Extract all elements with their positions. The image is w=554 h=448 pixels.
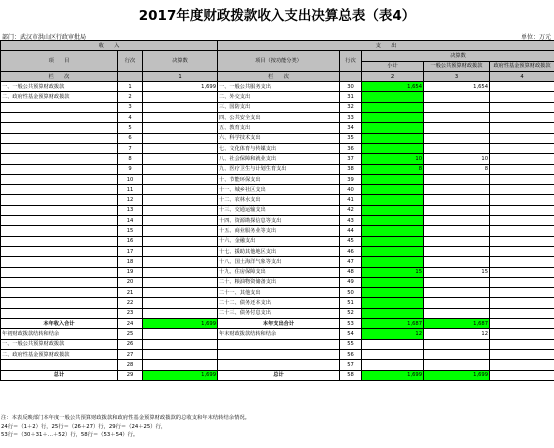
income-row-no: 8 bbox=[118, 154, 143, 164]
income-row-no: 2 bbox=[118, 92, 143, 102]
expense-general bbox=[424, 102, 490, 112]
report-table bbox=[0, 40, 554, 381]
expense-fund bbox=[490, 257, 554, 267]
table-row bbox=[1, 226, 554, 236]
expense-general bbox=[424, 298, 490, 308]
expense-subtotal bbox=[362, 298, 424, 308]
income-row-no: 21 bbox=[118, 288, 143, 298]
expense-item: 二十、粮油物资储备支出 bbox=[218, 277, 340, 287]
income-item bbox=[1, 226, 118, 236]
expense-general bbox=[424, 216, 490, 226]
expense-row-no: 54 bbox=[340, 329, 362, 339]
expense-general bbox=[424, 339, 490, 349]
income-amount bbox=[143, 246, 218, 256]
expense-item: 十七、援助其他地区支出 bbox=[218, 246, 340, 256]
expense-fund bbox=[490, 164, 554, 174]
income-item bbox=[1, 246, 118, 256]
column-number-row bbox=[1, 71, 554, 81]
expense-general bbox=[424, 174, 490, 184]
income-amount bbox=[143, 123, 218, 133]
income-row-no: 14 bbox=[118, 216, 143, 226]
income-row-no: 10 bbox=[118, 174, 143, 184]
expense-item: 十八、国土海洋气象等支出 bbox=[218, 257, 340, 267]
expense-fund bbox=[490, 349, 554, 359]
expense-subtotal bbox=[362, 288, 424, 298]
department-label: 部门：武汉市洪山区行政审批局 bbox=[2, 34, 87, 41]
table-row bbox=[1, 216, 554, 226]
income-amount bbox=[143, 113, 218, 123]
income-amount bbox=[143, 92, 218, 102]
income-amount bbox=[143, 288, 218, 298]
lanci-label: 栏 次 bbox=[1, 71, 118, 81]
expense-fund bbox=[490, 288, 554, 298]
lanci-empty-1 bbox=[118, 71, 143, 81]
expense-fund bbox=[490, 267, 554, 277]
income-amount bbox=[143, 174, 218, 184]
col-4-number: 4 bbox=[490, 71, 554, 81]
income-row-no: 7 bbox=[118, 143, 143, 153]
expense-item: 十九、住房保障支出 bbox=[218, 267, 340, 277]
expense-fund bbox=[490, 143, 554, 153]
expense-item: 六、科学技术支出 bbox=[218, 133, 340, 143]
expense-amount-header: 决算数 bbox=[362, 51, 554, 61]
income-item bbox=[1, 123, 118, 133]
expense-subtotal bbox=[362, 102, 424, 112]
fund-budget-header: 政府性基金预算财政拨款 bbox=[490, 61, 554, 71]
table-row bbox=[1, 246, 554, 256]
table-row bbox=[1, 82, 554, 92]
expense-item: 十五、商业服务业等支出 bbox=[218, 226, 340, 236]
expense-general bbox=[424, 288, 490, 298]
table-row bbox=[1, 319, 554, 329]
table-row bbox=[1, 195, 554, 205]
table-row bbox=[1, 339, 554, 349]
table-row bbox=[1, 360, 554, 370]
expense-fund bbox=[490, 174, 554, 184]
income-item bbox=[1, 143, 118, 153]
expense-general bbox=[424, 113, 490, 123]
expense-general bbox=[424, 143, 490, 153]
expense-fund bbox=[490, 123, 554, 133]
note-line: 注：本表反映部门本年度一般公共预算财政拨款和政府性基金预算财政拨款的总收支和年末结转结余情况。 bbox=[1, 415, 250, 421]
expense-fund bbox=[490, 236, 554, 246]
table-row bbox=[1, 154, 554, 164]
income-item-header: 项 目 bbox=[1, 51, 118, 72]
expense-general: 1,699 bbox=[424, 370, 490, 380]
income-row-no: 29 bbox=[118, 370, 143, 380]
income-row-no: 20 bbox=[118, 277, 143, 287]
expense-item: 三、国防支出 bbox=[218, 102, 340, 112]
income-amount bbox=[143, 143, 218, 153]
expense-item: 十三、交通运输支出 bbox=[218, 205, 340, 215]
expense-item: 五、教育支出 bbox=[218, 123, 340, 133]
expense-subtotal bbox=[362, 143, 424, 153]
expense-row-no: 30 bbox=[340, 82, 362, 92]
expense-header: 支 出 bbox=[218, 41, 554, 51]
expense-fund bbox=[490, 319, 554, 329]
expense-row-no: 43 bbox=[340, 216, 362, 226]
expense-fund bbox=[490, 195, 554, 205]
income-item bbox=[1, 205, 118, 215]
income-item bbox=[1, 102, 118, 112]
expense-fund bbox=[490, 205, 554, 215]
expense-subtotal: 12 bbox=[362, 329, 424, 339]
expense-general bbox=[424, 246, 490, 256]
table-row bbox=[1, 349, 554, 359]
income-amount bbox=[143, 154, 218, 164]
expense-fund bbox=[490, 102, 554, 112]
income-row-no: 25 bbox=[118, 329, 143, 339]
expense-item bbox=[218, 360, 340, 370]
expense-subtotal bbox=[362, 339, 424, 349]
expense-general bbox=[424, 236, 490, 246]
expense-item: 十一、城乡社区支出 bbox=[218, 185, 340, 195]
expense-subtotal: 1,654 bbox=[362, 82, 424, 92]
table-row bbox=[1, 298, 554, 308]
expense-row-no: 50 bbox=[340, 288, 362, 298]
income-item bbox=[1, 133, 118, 143]
income-row-no: 18 bbox=[118, 257, 143, 267]
expense-row-no: 36 bbox=[340, 143, 362, 153]
expense-subtotal: 1,687 bbox=[362, 319, 424, 329]
income-item bbox=[1, 185, 118, 195]
expense-row-no: 49 bbox=[340, 277, 362, 287]
expense-row-no: 35 bbox=[340, 133, 362, 143]
expense-subtotal bbox=[362, 216, 424, 226]
expense-rowno-header: 行次 bbox=[340, 51, 362, 72]
note-line: 53行＝（30＋31＋…＋52）行，58行＝（53＋54）行。 bbox=[1, 432, 139, 438]
expense-fund bbox=[490, 246, 554, 256]
table-row bbox=[1, 123, 554, 133]
table-row bbox=[1, 143, 554, 153]
expense-row-no: 45 bbox=[340, 236, 362, 246]
expense-item bbox=[218, 349, 340, 359]
expense-item: 十四、资源勘探信息等支出 bbox=[218, 216, 340, 226]
income-item bbox=[1, 360, 118, 370]
income-item: 年初财政拨款结转和结余 bbox=[1, 329, 118, 339]
expense-general bbox=[424, 133, 490, 143]
income-header: 收 入 bbox=[1, 41, 218, 51]
income-amount bbox=[143, 257, 218, 267]
expense-row-no: 57 bbox=[340, 360, 362, 370]
report-table-body bbox=[1, 41, 554, 381]
expense-item: 年末财政拨款结转和结余 bbox=[218, 329, 340, 339]
expense-item-header: 项目（按功能分类） bbox=[218, 51, 340, 72]
expense-item: 本年支出合计 bbox=[218, 319, 340, 329]
income-amount: 1,699 bbox=[143, 319, 218, 329]
expense-general bbox=[424, 195, 490, 205]
income-item bbox=[1, 257, 118, 267]
expense-general: 10 bbox=[424, 154, 490, 164]
expense-row-no: 44 bbox=[340, 226, 362, 236]
income-amount bbox=[143, 216, 218, 226]
expense-fund bbox=[490, 360, 554, 370]
income-row-no: 27 bbox=[118, 349, 143, 359]
table-row bbox=[1, 113, 554, 123]
table-row bbox=[1, 205, 554, 215]
expense-general bbox=[424, 226, 490, 236]
income-amount: 1,699 bbox=[143, 82, 218, 92]
lanci-empty-2 bbox=[340, 71, 362, 81]
income-amount bbox=[143, 185, 218, 195]
income-row-no: 1 bbox=[118, 82, 143, 92]
expense-item: 十二、农林水支出 bbox=[218, 195, 340, 205]
expense-fund bbox=[490, 216, 554, 226]
income-row-no: 3 bbox=[118, 102, 143, 112]
income-row-no: 17 bbox=[118, 246, 143, 256]
income-item bbox=[1, 308, 118, 318]
expense-row-no: 58 bbox=[340, 370, 362, 380]
income-item: 一、一般公共预算财政拨款 bbox=[1, 339, 118, 349]
table-row bbox=[1, 236, 554, 246]
expense-row-no: 32 bbox=[340, 102, 362, 112]
income-item bbox=[1, 277, 118, 287]
expense-subtotal bbox=[362, 308, 424, 318]
income-row-no: 26 bbox=[118, 339, 143, 349]
expense-subtotal bbox=[362, 92, 424, 102]
income-item bbox=[1, 195, 118, 205]
table-row bbox=[1, 329, 554, 339]
income-item: 一、一般公共预算财政拨款 bbox=[1, 82, 118, 92]
expense-subtotal bbox=[362, 205, 424, 215]
expense-item: 八、社会保障和就业支出 bbox=[218, 154, 340, 164]
report-title: 2017年度财政拨款收入支出决算总表（表4） bbox=[138, 8, 416, 24]
expense-row-no: 40 bbox=[340, 185, 362, 195]
expense-row-no: 34 bbox=[340, 123, 362, 133]
expense-item: 七、文化体育与传媒支出 bbox=[218, 143, 340, 153]
expense-general bbox=[424, 349, 490, 359]
income-row-no: 11 bbox=[118, 185, 143, 195]
income-row-no: 24 bbox=[118, 319, 143, 329]
income-amount bbox=[143, 298, 218, 308]
expense-item: 二十三、债务付息支出 bbox=[218, 308, 340, 318]
income-row-no: 9 bbox=[118, 164, 143, 174]
income-item: 二、政府性基金预算财政拨款 bbox=[1, 92, 118, 102]
expense-fund bbox=[490, 226, 554, 236]
table-row bbox=[1, 277, 554, 287]
expense-general: 8 bbox=[424, 164, 490, 174]
expense-general: 15 bbox=[424, 267, 490, 277]
col-2-number: 2 bbox=[362, 71, 424, 81]
income-row-no: 15 bbox=[118, 226, 143, 236]
income-item bbox=[1, 113, 118, 123]
expense-row-no: 37 bbox=[340, 154, 362, 164]
subtotal-header: 小计 bbox=[362, 61, 424, 71]
expense-row-no: 39 bbox=[340, 174, 362, 184]
income-amount bbox=[143, 133, 218, 143]
expense-item: 二、外交支出 bbox=[218, 92, 340, 102]
income-amount bbox=[143, 349, 218, 359]
expense-row-no: 33 bbox=[340, 113, 362, 123]
income-amount bbox=[143, 308, 218, 318]
expense-item: 九、医疗卫生与计划生育支出 bbox=[218, 164, 340, 174]
expense-row-no: 46 bbox=[340, 246, 362, 256]
expense-row-no: 41 bbox=[340, 195, 362, 205]
header-row-2 bbox=[1, 51, 554, 61]
expense-subtotal bbox=[362, 195, 424, 205]
expense-fund bbox=[490, 277, 554, 287]
income-amount bbox=[143, 164, 218, 174]
expense-fund bbox=[490, 370, 554, 380]
expense-general: 1,654 bbox=[424, 82, 490, 92]
expense-subtotal: 1,699 bbox=[362, 370, 424, 380]
expense-fund bbox=[490, 329, 554, 339]
unit-label: 单位：万元 bbox=[520, 34, 551, 41]
table-row bbox=[1, 164, 554, 174]
expense-row-no: 38 bbox=[340, 164, 362, 174]
expense-row-no: 51 bbox=[340, 298, 362, 308]
table-row bbox=[1, 370, 554, 380]
expense-subtotal bbox=[362, 349, 424, 359]
expense-general bbox=[424, 123, 490, 133]
expense-subtotal bbox=[362, 236, 424, 246]
expense-item: 一、一般公共服务支出 bbox=[218, 82, 340, 92]
income-item bbox=[1, 267, 118, 277]
income-item: 二、政府性基金预算财政拨款 bbox=[1, 349, 118, 359]
expense-item: 二十二、债务还本支出 bbox=[218, 298, 340, 308]
expense-subtotal bbox=[362, 226, 424, 236]
expense-row-no: 52 bbox=[340, 308, 362, 318]
income-item bbox=[1, 164, 118, 174]
income-amount bbox=[143, 195, 218, 205]
income-amount bbox=[143, 329, 218, 339]
income-amount bbox=[143, 360, 218, 370]
income-row-no: 22 bbox=[118, 298, 143, 308]
income-row-no: 13 bbox=[118, 205, 143, 215]
income-item bbox=[1, 174, 118, 184]
expense-item: 总计 bbox=[218, 370, 340, 380]
expense-subtotal bbox=[362, 123, 424, 133]
income-item: 总计 bbox=[1, 370, 118, 380]
expense-fund bbox=[490, 113, 554, 123]
income-item bbox=[1, 288, 118, 298]
income-amount bbox=[143, 205, 218, 215]
expense-general bbox=[424, 257, 490, 267]
expense-subtotal bbox=[362, 133, 424, 143]
income-row-no: 5 bbox=[118, 123, 143, 133]
income-amount: 1,699 bbox=[143, 370, 218, 380]
table-row bbox=[1, 185, 554, 195]
expense-row-no: 42 bbox=[340, 205, 362, 215]
header-row-1 bbox=[1, 41, 554, 51]
expense-row-no: 48 bbox=[340, 267, 362, 277]
income-item bbox=[1, 216, 118, 226]
col-3-number: 3 bbox=[424, 71, 490, 81]
table-row bbox=[1, 92, 554, 102]
expense-row-no: 53 bbox=[340, 319, 362, 329]
expense-general bbox=[424, 185, 490, 195]
expense-subtotal bbox=[362, 277, 424, 287]
expense-subtotal bbox=[362, 246, 424, 256]
income-item: 本年收入合计 bbox=[1, 319, 118, 329]
table-row bbox=[1, 102, 554, 112]
income-amount bbox=[143, 267, 218, 277]
note-line: 24行＝（1＋2）行，25行＝（26＋27）行，29行＝（24＋25）行， bbox=[1, 423, 167, 430]
general-budget-header: 一般公共预算财政拨款 bbox=[424, 61, 490, 71]
income-amount bbox=[143, 102, 218, 112]
expense-fund bbox=[490, 92, 554, 102]
expense-row-no: 55 bbox=[340, 339, 362, 349]
expense-subtotal bbox=[362, 174, 424, 184]
expense-fund bbox=[490, 133, 554, 143]
expense-fund bbox=[490, 298, 554, 308]
income-row-no: 16 bbox=[118, 236, 143, 246]
col-1-number: 1 bbox=[143, 71, 218, 81]
expense-item: 十、节能环保支出 bbox=[218, 174, 340, 184]
expense-item: 十六、金融支出 bbox=[218, 236, 340, 246]
expense-item: 二十一、其他支出 bbox=[218, 288, 340, 298]
expense-subtotal: 8 bbox=[362, 164, 424, 174]
income-item bbox=[1, 154, 118, 164]
table-row bbox=[1, 267, 554, 277]
expense-fund bbox=[490, 185, 554, 195]
notes bbox=[1, 414, 250, 440]
income-amount-header: 决算数 bbox=[143, 51, 218, 72]
expense-fund bbox=[490, 82, 554, 92]
expense-subtotal: 10 bbox=[362, 154, 424, 164]
expense-item bbox=[218, 339, 340, 349]
income-row-no: 6 bbox=[118, 133, 143, 143]
lanci-label-2: 栏 次 bbox=[218, 71, 340, 81]
table-row bbox=[1, 133, 554, 143]
expense-row-no: 47 bbox=[340, 257, 362, 267]
expense-item: 四、公共安全支出 bbox=[218, 113, 340, 123]
expense-general bbox=[424, 360, 490, 370]
expense-subtotal bbox=[362, 185, 424, 195]
income-amount bbox=[143, 226, 218, 236]
table-row bbox=[1, 257, 554, 267]
income-rowno-header: 行次 bbox=[118, 51, 143, 72]
income-row-no: 28 bbox=[118, 360, 143, 370]
expense-general bbox=[424, 277, 490, 287]
expense-fund bbox=[490, 154, 554, 164]
income-item bbox=[1, 236, 118, 246]
income-row-no: 23 bbox=[118, 308, 143, 318]
expense-subtotal bbox=[362, 360, 424, 370]
expense-fund bbox=[490, 308, 554, 318]
income-row-no: 4 bbox=[118, 113, 143, 123]
expense-general bbox=[424, 308, 490, 318]
income-item bbox=[1, 298, 118, 308]
expense-subtotal bbox=[362, 113, 424, 123]
expense-general: 1,687 bbox=[424, 319, 490, 329]
expense-general bbox=[424, 205, 490, 215]
income-amount bbox=[143, 236, 218, 246]
expense-subtotal: 15 bbox=[362, 267, 424, 277]
expense-fund bbox=[490, 339, 554, 349]
expense-general: 12 bbox=[424, 329, 490, 339]
expense-general bbox=[424, 92, 490, 102]
expense-row-no: 56 bbox=[340, 349, 362, 359]
table-row bbox=[1, 288, 554, 298]
expense-subtotal bbox=[362, 257, 424, 267]
income-amount bbox=[143, 277, 218, 287]
income-row-no: 12 bbox=[118, 195, 143, 205]
table-row bbox=[1, 174, 554, 184]
expense-row-no: 31 bbox=[340, 92, 362, 102]
income-row-no: 19 bbox=[118, 267, 143, 277]
income-amount bbox=[143, 339, 218, 349]
table-row bbox=[1, 308, 554, 318]
